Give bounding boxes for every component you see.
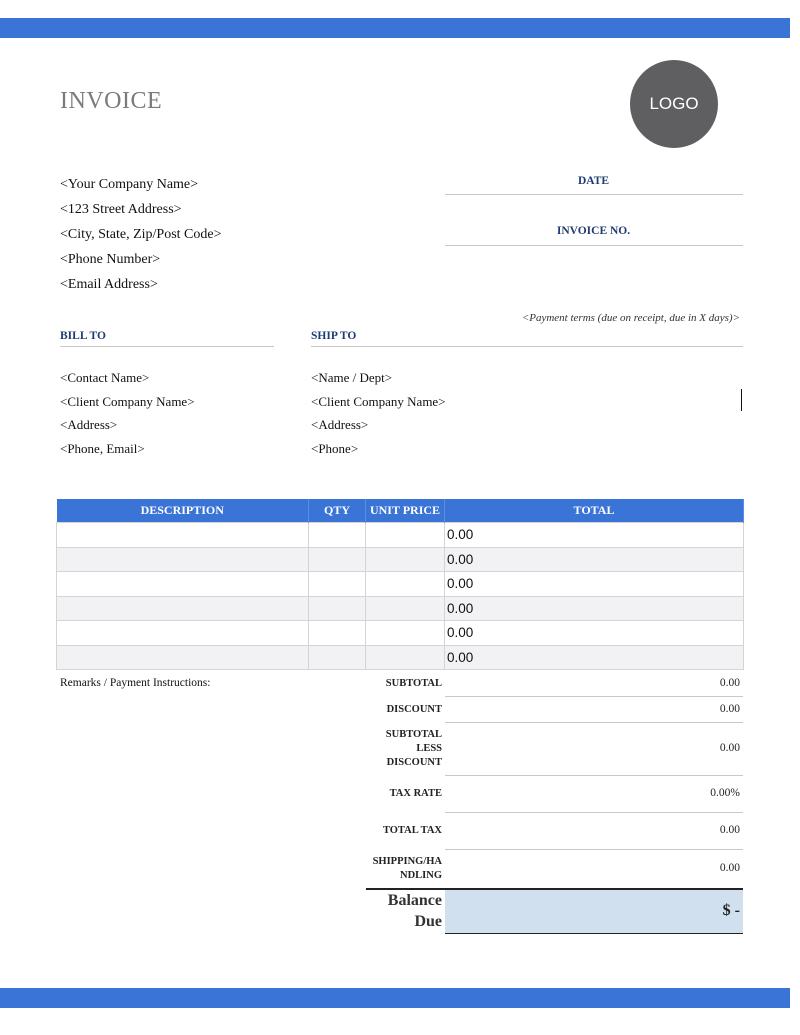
description-header: DESCRIPTION <box>57 499 309 523</box>
total-cell[interactable]: 0.00 <box>445 596 744 621</box>
unit-price-cell[interactable] <box>366 572 445 597</box>
invoice-number-label: INVOICE NO. <box>556 225 631 237</box>
company-name[interactable]: <Your Company Name> <box>60 177 199 192</box>
payment-terms[interactable]: <Payment terms (due on receipt, due in X days)> <box>521 312 740 324</box>
total-tax-label: TOTAL TAX <box>382 825 442 836</box>
total-cell[interactable]: 0.00 <box>445 547 744 572</box>
date-field[interactable] <box>445 194 743 195</box>
unit-price-header: UNIT PRICE <box>366 499 445 523</box>
qty-cell[interactable] <box>309 596 366 621</box>
subtotal-value: 0.00 <box>719 677 740 689</box>
invoice-title: INVOICE <box>60 88 163 114</box>
subtotal-less-discount-value: 0.00 <box>719 742 740 754</box>
table-row <box>57 596 744 621</box>
table-row <box>57 645 744 670</box>
balance-label-line-2: Due <box>414 913 442 930</box>
subtotal-less-discount-line-1: SUBTOTAL <box>385 729 442 740</box>
summary-divider <box>445 849 743 850</box>
summary-divider <box>445 812 743 813</box>
qty-cell[interactable] <box>309 572 366 597</box>
line-items-table <box>56 499 744 670</box>
tax-rate-label: TAX RATE <box>389 788 442 799</box>
total-tax-value: 0.00 <box>719 824 740 836</box>
total-header: TOTAL <box>445 499 744 523</box>
bill-to-label: BILL TO <box>60 330 106 342</box>
table-header-row <box>57 499 744 523</box>
shipping-label <box>362 855 442 883</box>
table-row <box>57 572 744 597</box>
description-cell[interactable] <box>57 621 309 646</box>
total-cell[interactable]: 0.00 <box>445 572 744 597</box>
bill-to-company[interactable]: <Client Company Name> <box>60 393 195 409</box>
description-cell[interactable] <box>57 645 309 670</box>
logo-text: LOGO <box>649 94 699 113</box>
ship-to-divider <box>311 346 743 347</box>
table-row <box>57 523 744 548</box>
text-cursor <box>741 389 742 411</box>
shipping-label-line-2: NDLING <box>399 870 442 881</box>
discount-value[interactable]: 0.00 <box>719 703 740 715</box>
company-info <box>60 172 222 297</box>
discount-label: DISCOUNT <box>386 704 442 715</box>
unit-price-cell[interactable] <box>366 645 445 670</box>
unit-price-cell[interactable] <box>366 523 445 548</box>
invoice-number-field[interactable] <box>445 245 743 246</box>
qty-header: QTY <box>309 499 366 523</box>
total-cell[interactable]: 0.00 <box>445 645 744 670</box>
ship-to-company[interactable]: <Client Company Name> <box>311 393 446 409</box>
summary-divider <box>445 696 743 697</box>
tax-rate-value[interactable]: 0.00% <box>710 787 740 799</box>
balance-due-label <box>360 890 442 932</box>
balance-label-line-1: Balance <box>387 892 442 909</box>
qty-cell[interactable] <box>309 621 366 646</box>
shipping-value[interactable]: 0.00 <box>719 862 740 874</box>
company-email[interactable]: <Email Address> <box>60 277 158 292</box>
summary-divider <box>445 775 743 776</box>
ship-to-name[interactable]: <Name / Dept> <box>311 370 393 385</box>
ship-to-label: SHIP TO <box>311 330 357 342</box>
balance-due-value: $ - <box>722 902 740 919</box>
qty-cell[interactable] <box>309 547 366 572</box>
table-row <box>57 621 744 646</box>
qty-cell[interactable] <box>309 523 366 548</box>
bill-to-address[interactable]: <Address> <box>60 417 118 432</box>
unit-price-cell[interactable] <box>366 621 445 646</box>
company-street[interactable]: <123 Street Address> <box>60 202 182 217</box>
ship-to-phone[interactable]: <Phone> <box>311 440 359 456</box>
bill-to-phone-email[interactable]: <Phone, Email> <box>60 440 145 456</box>
company-phone[interactable]: <Phone Number> <box>60 252 161 267</box>
bottom-accent-bar <box>0 988 790 1008</box>
bill-to-block <box>60 366 195 460</box>
top-accent-bar <box>0 18 790 38</box>
total-cell[interactable]: 0.00 <box>445 523 744 548</box>
description-cell[interactable] <box>57 572 309 597</box>
bill-to-divider <box>60 346 274 347</box>
remarks-label[interactable]: Remarks / Payment Instructions: <box>60 677 211 689</box>
table-row <box>57 547 744 572</box>
subtotal-less-discount-line-3: DISCOUNT <box>386 757 442 768</box>
company-city[interactable]: <City, State, Zip/Post Code> <box>60 227 222 242</box>
total-cell[interactable]: 0.00 <box>445 621 744 646</box>
unit-price-cell[interactable] <box>366 547 445 572</box>
description-cell[interactable] <box>57 596 309 621</box>
subtotal-less-discount-line-2: LESS <box>416 743 442 754</box>
summary-divider <box>445 722 743 723</box>
subtotal-label: SUBTOTAL <box>385 678 442 689</box>
description-cell[interactable] <box>57 523 309 548</box>
unit-price-cell[interactable] <box>366 596 445 621</box>
bill-to-contact[interactable]: <Contact Name> <box>60 370 150 385</box>
shipping-label-line-1: SHIPPING/HA <box>372 856 442 867</box>
description-cell[interactable] <box>57 547 309 572</box>
ship-to-address[interactable]: <Address> <box>311 417 369 432</box>
ship-to-block <box>311 366 446 460</box>
subtotal-less-discount-label <box>362 728 442 770</box>
logo-placeholder[interactable] <box>630 60 718 148</box>
qty-cell[interactable] <box>309 645 366 670</box>
date-label: DATE <box>577 175 610 187</box>
